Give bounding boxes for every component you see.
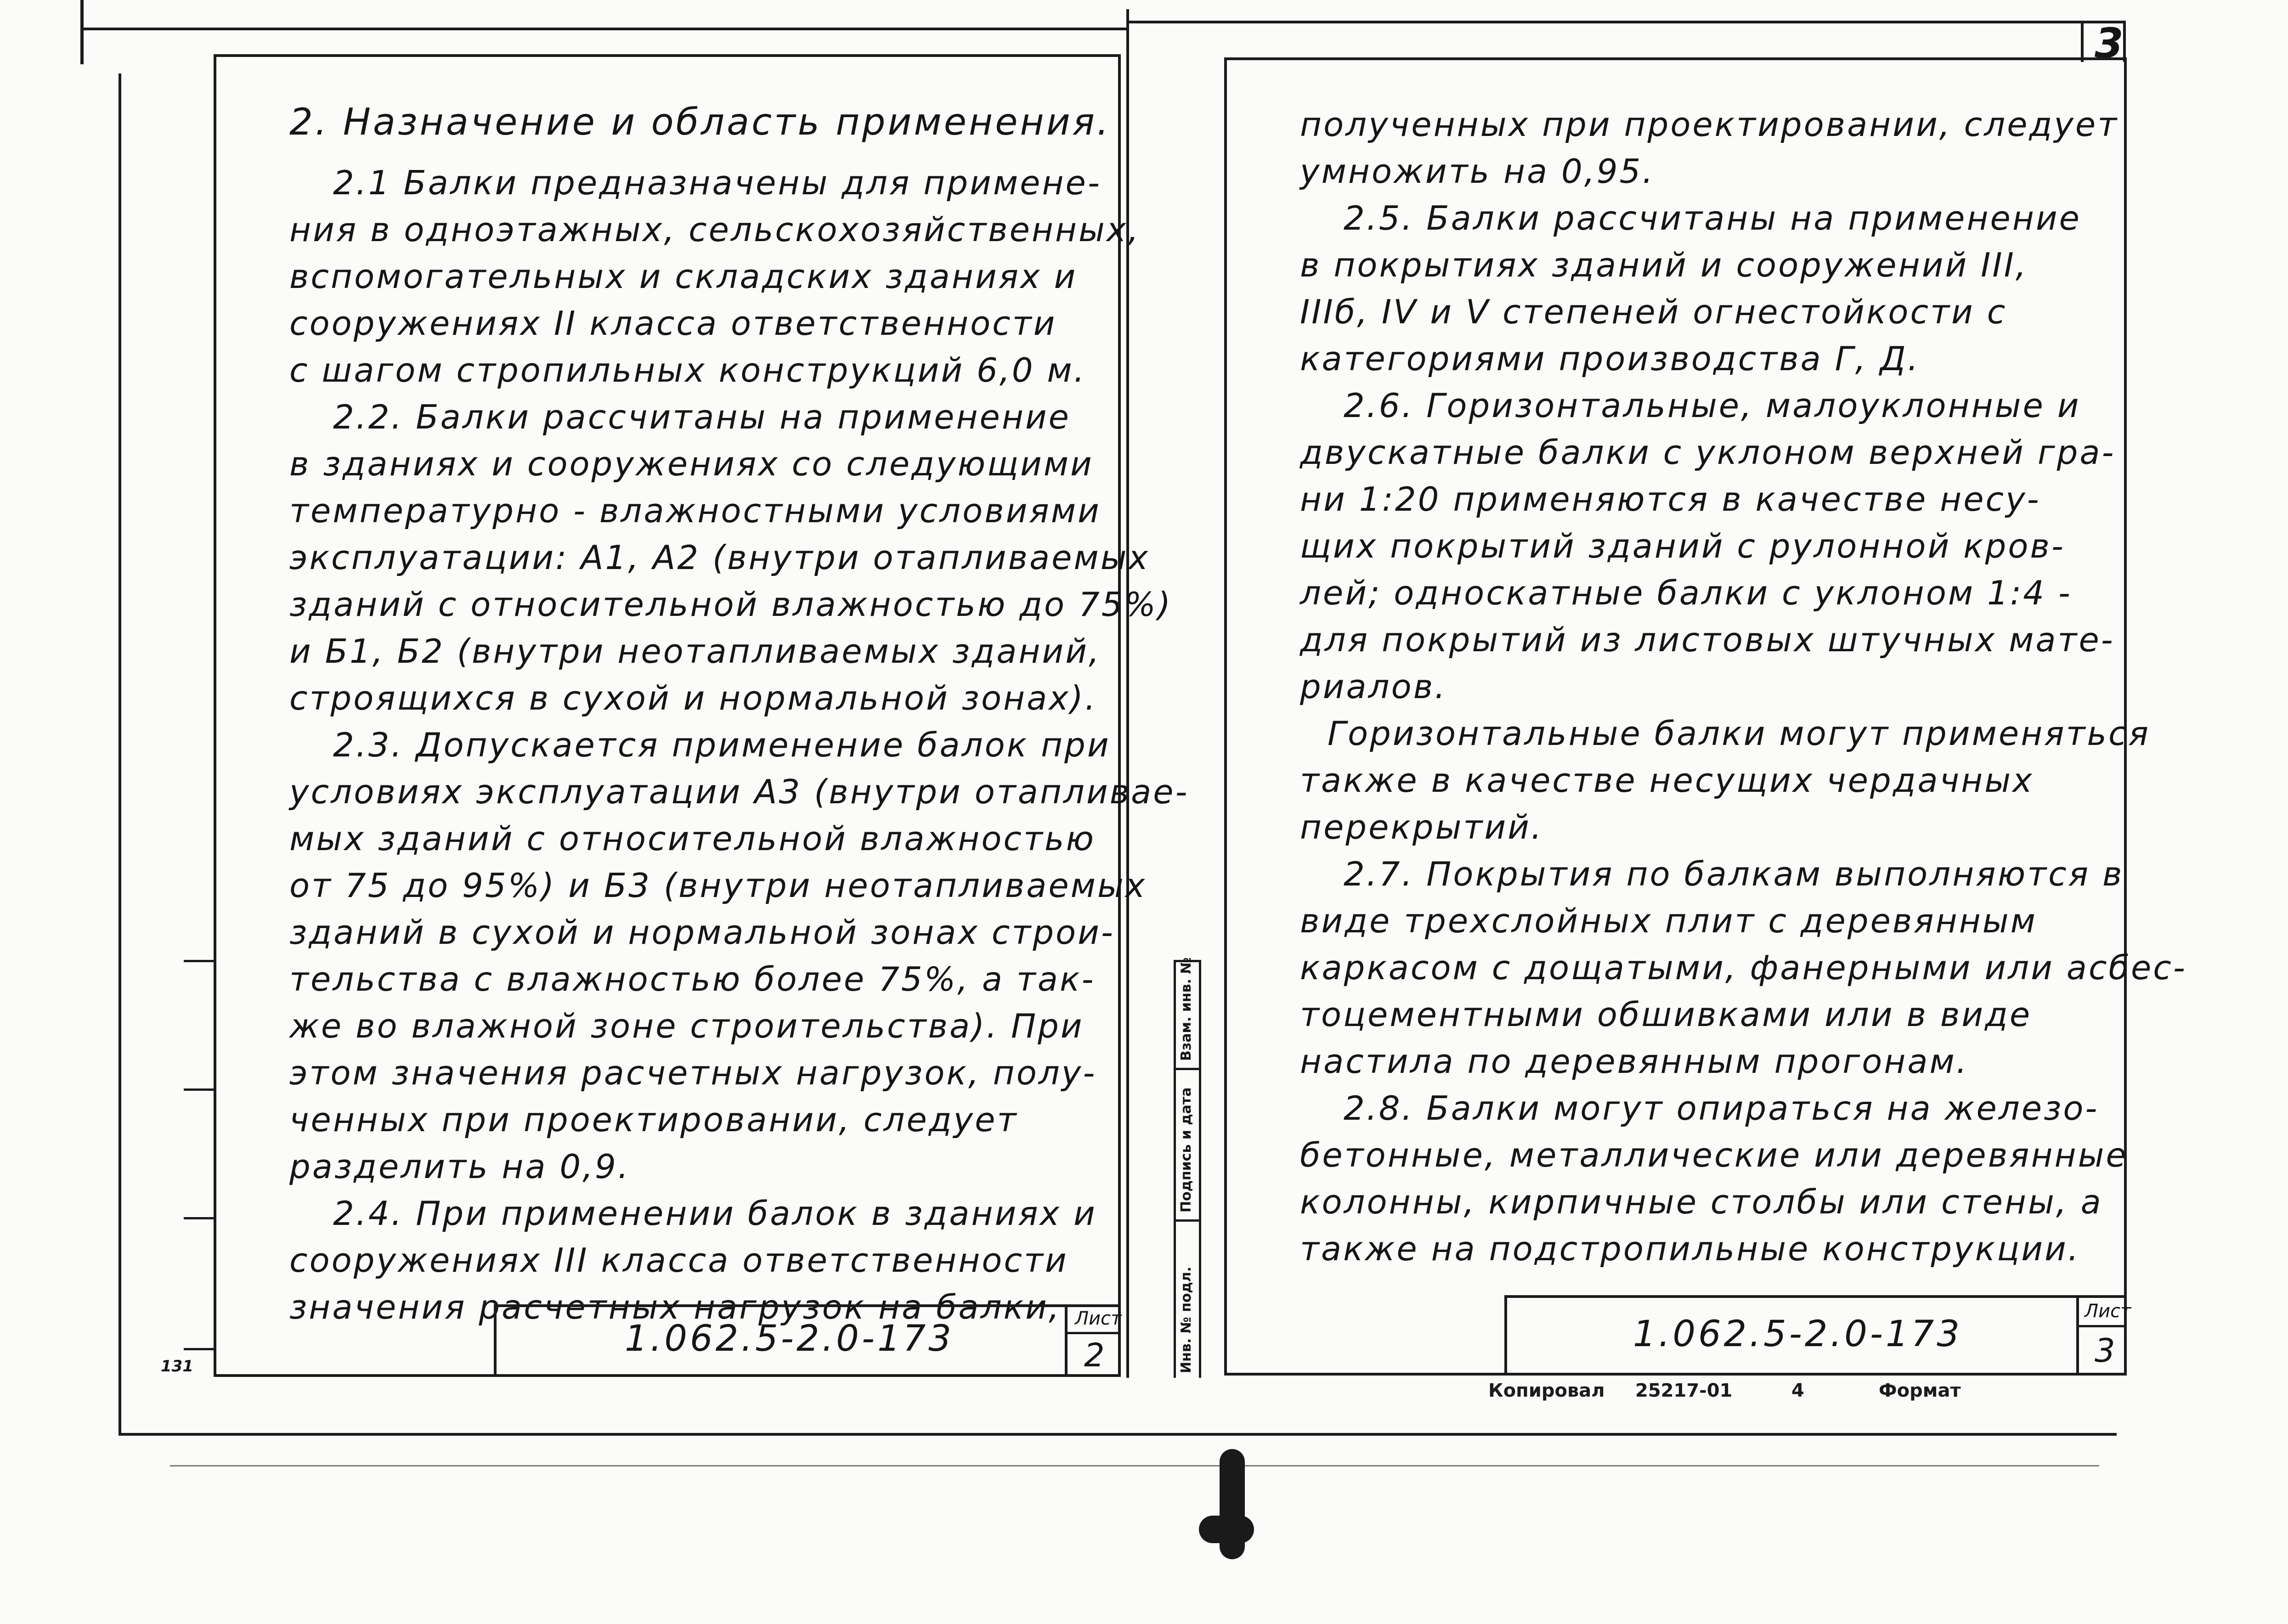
left-page-text [289,99,1189,1331]
text-line: в покрытиях зданий и сооружений III, [1300,246,2028,284]
bottom-lower-line [170,1465,2099,1466]
text-line: вспомогательных и складских зданиях и [289,257,1078,296]
text-line: температурно - влажностными условиями [289,491,1101,530]
footer-order-number: 25217-01 [1635,1380,1733,1401]
text-line: также в качестве несущих чердачных [1300,761,2034,800]
right-sheet-number: 3 [2095,1332,2115,1370]
left-outer-border [119,73,121,1433]
text-line: категориями производства Г, Д. [1300,339,1920,378]
text-line: строящихся в сухой и нормальной зонах). [289,679,1097,717]
text-line: значения расчетных нагрузок на балки, [289,1288,1061,1326]
text-line: щих покрытий зданий с рулонной кров- [1300,527,2065,565]
side-label-sign-date: Подпись и дата [1178,1087,1194,1212]
text-line: для покрытий из листовых штучных мате- [1300,620,2115,659]
text-line: эксплуатации: А1, А2 (внутри отапливаемых [289,538,1150,577]
bottom-outer-border [119,1433,2117,1436]
corner-box-left [2081,21,2084,62]
margin-tick [184,1217,216,1219]
side-stamp-divider [1174,1068,1201,1070]
text-line: 2.4. При применении балок в зданиях и [333,1194,1097,1233]
section-heading: 2. Назначение и область применения. [289,101,1111,143]
footer-format-label: Формат [1879,1380,1961,1401]
text-line: с шагом стропильных конструкций 6,0 м. [289,351,1086,389]
text-line: бетонные, металлические или деревянные [1300,1136,2128,1174]
text-line: виде трехслойных плит с деревянным [1300,902,2037,940]
title-block-divider [2076,1295,2079,1376]
title-block-divider [1065,1332,1121,1334]
text-line: риалов. [1300,667,1447,706]
margin-tick [184,1348,216,1350]
top-right-border [1129,21,2126,23]
right-sheet-label: Лист [2085,1301,2131,1322]
text-line: в зданиях и сооружениях со следующими [289,445,1094,483]
text-line: 2.7. Покрытия по балкам выполняются в [1344,855,2124,893]
left-margin-mark: 131 [161,1357,193,1376]
top-left-border [80,28,1126,30]
text-line: 2.3. Допускается применение балок при [333,726,1111,764]
right-document-code: 1.062.5-2.0-173 [1633,1314,1962,1355]
text-line: этом значения расчетных нагрузок, полу- [289,1054,1097,1092]
text-line: сооружениях II класса ответственности [289,304,1057,343]
text-line: IIIб, IV и V степеней огнестойкости с [1300,293,2007,331]
side-stamp-border [1199,960,1201,1378]
footer-copied-label: Копировал [1488,1380,1605,1401]
text-line: перекрытий. [1300,808,1543,846]
right-outer-border [2123,21,2126,62]
title-block-divider [1065,1304,1068,1377]
text-line: условиях эксплуатации А3 (внутри отапливае- [289,773,1189,811]
text-line: сооружениях III класса ответственности [289,1241,1068,1280]
side-stamp-divider [1174,1219,1201,1222]
side-label-inv-orig: Инв. № подл. [1178,1266,1194,1373]
footer-copy-number: 4 [1791,1380,1804,1401]
margin-tick [184,960,216,962]
text-line: же во влажной зоне строительства). При [289,1007,1084,1045]
text-line: ченных при проектировании, следует [289,1100,1018,1139]
text-line: Горизонтальные балки могут применяться [1328,714,2150,753]
text-line: также на подстропильные конструкции. [1300,1229,2080,1268]
text-line: тоцементными обшивками или в виде [1300,995,2032,1034]
binding-smudge [1199,1516,1254,1543]
text-line: разделить на 0,9. [289,1147,630,1186]
text-line: двускатные балки с уклоном верхней гра- [1300,433,2116,472]
text-line: 2.1 Балки предназначены для примене- [333,164,1102,202]
title-block-divider [2076,1325,2127,1327]
text-line: 2.2. Балки рассчитаны на применение [333,398,1071,436]
text-line: лей; односкатные балки с уклоном 1:4 - [1300,574,2072,612]
text-line: 2.5. Балки рассчитаны на применение [1344,199,2081,237]
corner-page-number: 3 [2095,19,2124,68]
text-line: настила по деревянным прогонам. [1300,1042,1969,1081]
text-line: мых зданий с относительной влажностью [289,819,1096,858]
right-page-text [1300,101,2187,1272]
text-line: и Б1, Б2 (внутри неотапливаемых зданий, [289,632,1101,671]
text-line: полученных при проектировании, следует [1300,105,2119,144]
text-line: 2.6. Горизонтальные, малоуклонные и [1344,386,2081,425]
margin-tick [184,1088,216,1091]
left-sheet-number: 2 [1084,1336,1105,1374]
left-document-code: 1.062.5-2.0-173 [625,1318,954,1359]
text-line: зданий с относительной влажностью до 75%) [289,585,1173,624]
text-line: 2.8. Балки могут опираться на железо- [1344,1089,2099,1128]
text-line: каркасом с дощатыми, фанерными или асбес- [1300,948,2187,987]
left-binding-line [80,0,84,64]
text-line: ния в одноэтажных, сельскохозяйственных, [289,210,1141,249]
side-label-inv-dup: Взам. инв. № [1178,957,1194,1061]
text-line: ни 1:20 применяются в качестве несу- [1300,480,2041,519]
text-line: тельства с влажностью более 75%, а так- [289,960,1096,998]
text-line: от 75 до 95%) и Б3 (внутри неотапливаемых [289,866,1147,905]
text-line: колонны, кирпичные столбы или стены, а [1300,1183,2103,1221]
text-line: зданий в сухой и нормальной зонах строи- [289,913,1115,952]
left-sheet-label: Лист [1075,1308,1122,1329]
text-line: умножить на 0,95. [1300,152,1655,191]
side-stamp-border [1174,960,1176,1378]
